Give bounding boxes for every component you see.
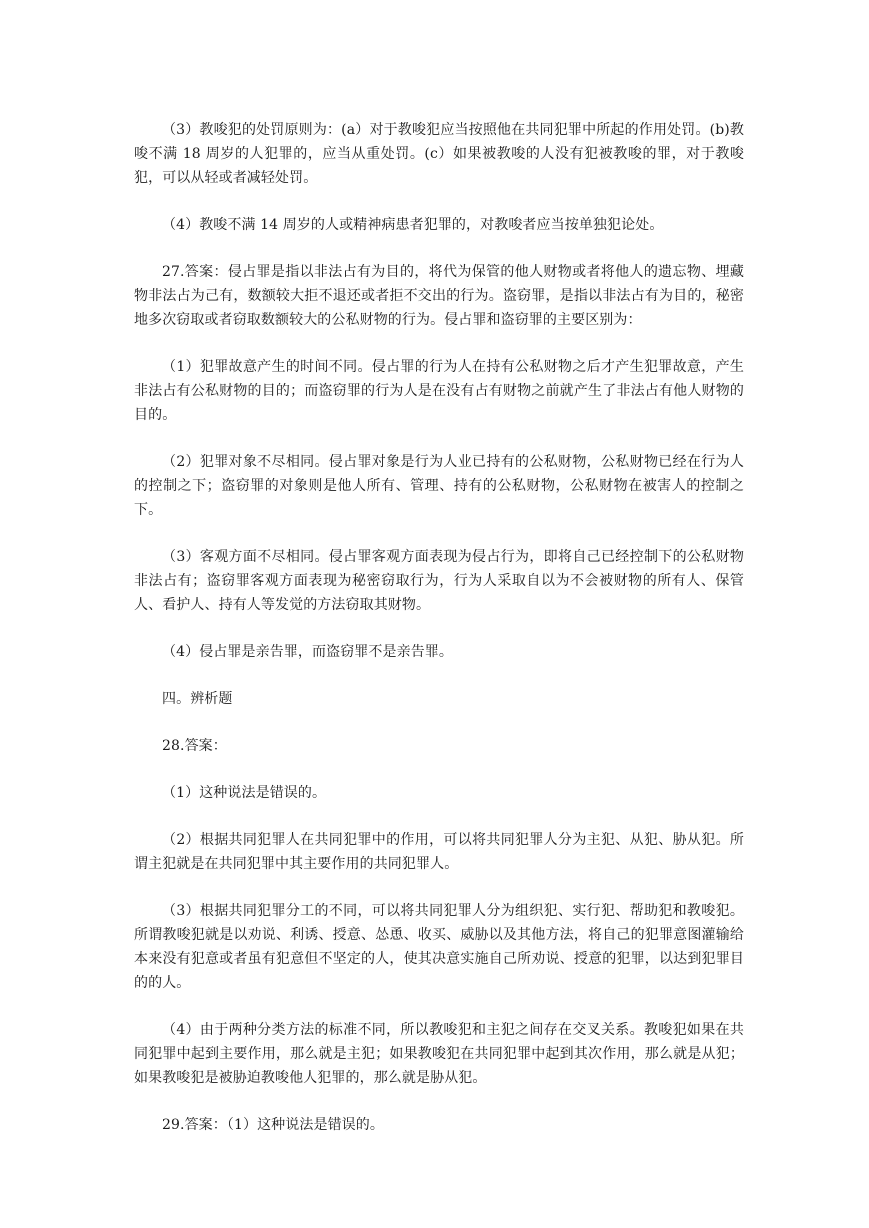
paragraph-complaint-crime: （4）侵占罪是亲告罪，而盗窃罪不是亲告罪。: [162, 644, 454, 660]
paragraph-28-point-4: （4）由于两种分类方法的标准不同，所以教唆犯和主犯之间存在交叉关系。教唆犯如果在共同犯罪中起到主要作用，那么就是主犯；如果教唆犯在共同犯罪中起到其次作用，那么就是从犯；如果教唆犯是被胁迫教唆他人犯罪的，那么就是胁从犯。: [134, 1022, 744, 1086]
section-heading-analysis: 四。辨析题: [162, 691, 233, 707]
paragraph-answer-29: 29.答案：（1）这种说法是错误的。: [162, 1117, 384, 1133]
paragraph-28-point-2: （2）根据共同犯罪人在共同犯罪中的作用，可以将共同犯罪人分为主犯、从犯、胁从犯。所谓主犯就是在共同犯罪中其主要作用的共同犯罪人。: [134, 832, 744, 872]
paragraph-instigator-under-14: （4）教唆不满 14 周岁的人或精神病患者犯罪的，对教唆者应当按单独犯论处。: [162, 217, 664, 233]
paragraph-28-point-3: （3）根据共同犯罪分工的不同，可以将共同犯罪人分为组织犯、实行犯、帮助犯和教唆犯。所谓教唆犯就是以劝说、利诱、授意、怂恿、收买、威胁以及其他方法，将自己的犯罪意图灌输给本来没有犯意或者虽有犯意但不坚定的人，使其决意实施自己所劝说、授意的犯罪，以达到犯罪目的的人。: [134, 903, 744, 991]
document-body: [134, 118, 744, 1160]
paragraph-28-point-1: （1）这种说法是错误的。: [162, 785, 327, 801]
paragraph-answer-28: 28.答案：: [162, 738, 227, 754]
paragraph-objective-difference: （3）客观方面不尽相同。侵占罪客观方面表现为侵占行为，即将自己已经控制下的公私财物非法占有；盗窃罪客观方面表现为秘密窃取行为，行为人采取自以为不会被财物的所有人、保管人、看护人、持有人等发觉的方法窃取其财物。: [134, 549, 744, 613]
paragraph-intent-timing: （1）犯罪故意产生的时间不同。侵占罪的行为人在持有公私财物之后才产生犯罪故意，产生非法占有公私财物的目的；而盗窃罪的行为人是在没有占有财物之前就产生了非法占有他人财物的目的。: [134, 359, 744, 423]
paragraph-instigator-punishment: （3）教唆犯的处罚原则为：(a）对于教唆犯应当按照他在共同犯罪中所起的作用处罚。(b)教唆不满 18 周岁的人犯罪的，应当从重处罚。(c）如果被教唆的人没有犯被教唆的罪，对于教唆犯，可以从轻或者减轻处罚。: [134, 122, 744, 186]
paragraph-object-difference: （2）犯罪对象不尽相同。侵占罪对象是行为人业已持有的公私财物，公私财物已经在行为人的控制之下；盗窃罪的对象则是他人所有、管理、持有的公私财物，公私财物在被害人的控制之下。: [134, 454, 744, 518]
paragraph-answer-27: 27.答案：侵占罪是指以非法占有为目的，将代为保管的他人财物或者将他人的遗忘物、埋藏物非法占为己有，数额较大拒不退还或者拒不交出的行为。盗窃罪，是指以非法占有为目的，秘密地多次窃取或者窃取数额较大的公私财物的行为。侵占罪和盗窃罪的主要区别为：: [134, 264, 744, 328]
